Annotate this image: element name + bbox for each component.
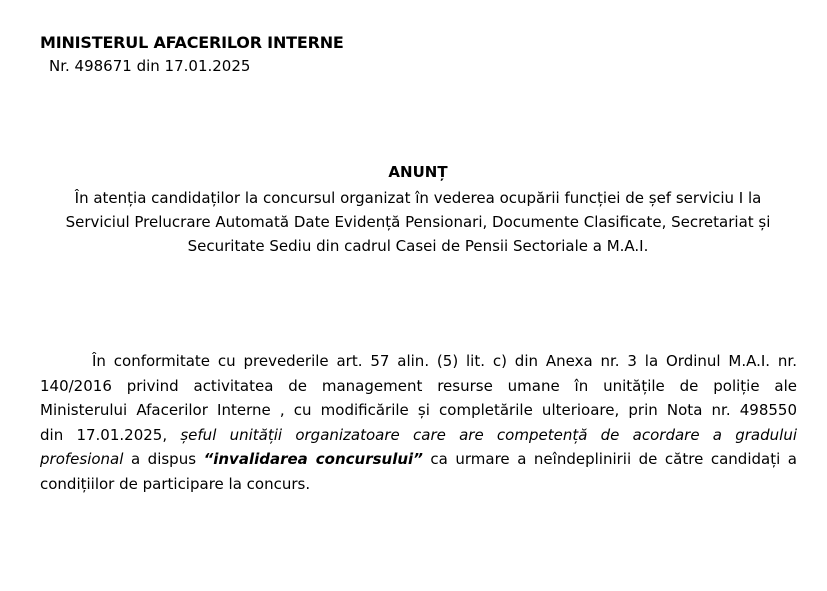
body-text-plain: a dispus xyxy=(130,450,197,468)
subtitle-line: În atenția candidaților la concursul organizat în vederea ocupării funcției de șef serviciu I la xyxy=(74,189,762,207)
body-line: condițiilor de participare la concurs. xyxy=(40,474,311,493)
body-text-plain: ca urmare a neîndeplinirii de către candidați a xyxy=(430,450,797,468)
body-line: Ministerului Afacerilor Interne , cu modificările și completările ulterioare, prin Nota nr. 498550 xyxy=(40,401,797,419)
body-text-emphasis: “invalidarea concursului” xyxy=(203,450,423,468)
body-line: 140/2016 privind activitatea de management resurse umane în unitățile de poliție ale xyxy=(40,376,797,395)
body-line: În conformitate cu prevederile art. 57 alin. (5) lit. c) din Anexa nr. 3 la Ordinul M.A.I. nr. xyxy=(92,352,797,370)
body-text-plain: din 17.01.2025, xyxy=(40,425,168,444)
body-line xyxy=(40,423,797,448)
subtitle-line: Securitate Sediu din cadrul Casei de Pensii Sectoriale a M.A.I. xyxy=(187,237,649,255)
registration-number: Nr. 498671 din 17.01.2025 xyxy=(49,57,251,75)
body-text-italic: șeful unității organizatoare care are competență de acordare a gradului xyxy=(180,425,797,444)
announcement-title: ANUNȚ xyxy=(388,163,448,181)
subtitle-line: Serviciul Prelucrare Automată Date Evidență Pensionari, Documente Clasificate, Secretariat și xyxy=(65,213,771,231)
body-text-italic: profesional xyxy=(40,450,124,468)
ministry-name: MINISTERUL AFACERILOR INTERNE xyxy=(40,33,344,52)
body-line xyxy=(40,447,797,472)
announcement-body xyxy=(40,349,797,496)
announcement-subtitle xyxy=(30,186,806,258)
